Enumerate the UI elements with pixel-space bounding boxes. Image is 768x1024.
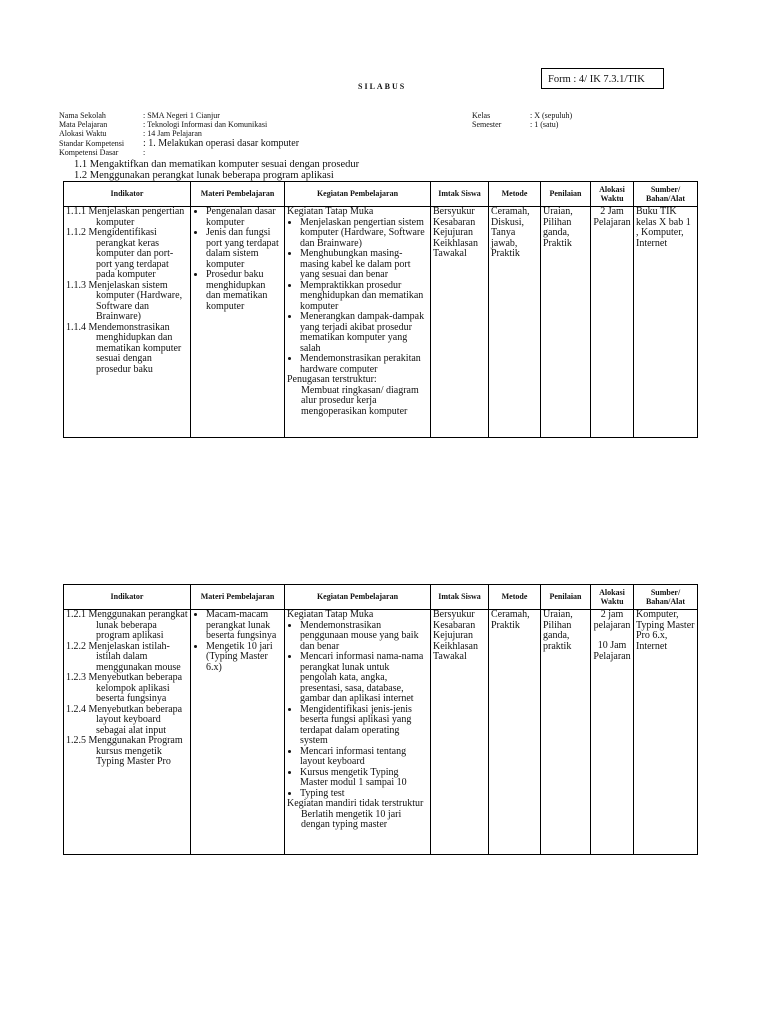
materi-item: • Macam-macam perangkat lunak beserta fungsinya bbox=[206, 610, 282, 642]
indikator-item: 1.2.4 Menyebutkan beberapa layout keyboard sebagai alat input bbox=[66, 703, 183, 736]
page-title: SILABUS bbox=[358, 82, 407, 91]
kegiatan-item: • Mencari informasi nama-nama perangkat lunak untuk pengolah kata, angka, presentasi, sasa, database, gambar dan aplikasi internet bbox=[300, 652, 428, 705]
header-kegiatan: Kegiatan Pembelajaran bbox=[285, 182, 431, 207]
kegiatan-item: • Mencari informasi tentang layout keyboard bbox=[300, 747, 428, 768]
table-row bbox=[64, 207, 698, 438]
kompetensi-dasar-item: 1.1 Mengaktifkan dan mematikan komputer sesuai dengan prosedur bbox=[74, 159, 360, 170]
indikator-item: 1.1.4 Mendemonstrasikan menghidupkan dan mematikan komputer sesuai dengan prosedur baku bbox=[66, 321, 182, 375]
penilaian-cell: Uraian, Pilihan ganda, praktik bbox=[541, 610, 591, 855]
header-metode: Metode bbox=[489, 585, 541, 610]
indikator-item: 1.2.1 Menggunakan perangkat lunak beberapa program aplikasi bbox=[66, 609, 188, 641]
header-indikator: Indikator bbox=[64, 585, 191, 610]
meta-value: : 1 (satu) bbox=[530, 120, 559, 130]
kompetensi-dasar-item: 1.2 Menggunakan perangkat lunak beberapa program aplikasi bbox=[74, 170, 334, 182]
kegiatan-heading: Kegiatan Tatap Muka bbox=[287, 206, 374, 217]
kegiatan-heading: Penugasan terstruktur: bbox=[287, 374, 377, 385]
kegiatan-cell bbox=[285, 207, 431, 438]
header-sumber: Sumber/ Bahan/Alat bbox=[634, 585, 698, 610]
header-metode: Metode bbox=[489, 182, 541, 207]
penilaian-cell: Uraian, Pilihan ganda, Praktik bbox=[541, 207, 591, 438]
indikator-item: 1.1.2 Mengidentifikasi perangkat keras komputer dan port-port yang terdapat pada komputer bbox=[66, 227, 174, 280]
metode-cell: Ceramah, Diskusi, Tanya jawab, Praktik bbox=[489, 207, 541, 438]
kegiatan-item: • Mendemonstrasikan penggunaan mouse yang baik dan benar bbox=[300, 621, 428, 653]
indikator-item: 1.2.3 Menyebutkan beberapa kelompok aplikasi beserta fungsinya bbox=[66, 672, 183, 704]
kegiatan-subtext: Membuat ringkasan/ diagram alur prosedur kerja mengoperasikan komputer bbox=[301, 384, 419, 417]
meta-label: Mata Pelajaran bbox=[59, 120, 108, 130]
header-sumber: Sumber/ Bahan/Alat bbox=[634, 182, 698, 207]
kegiatan-cell bbox=[285, 610, 431, 855]
materi-item: • Mengetik 10 jari (Typing Master 6.x) bbox=[206, 642, 282, 674]
kegiatan-item: • Menghubungkan masing-masing kabel ke dalam port yang sesuai dan benar bbox=[300, 249, 428, 281]
header-penilaian: Penilaian bbox=[541, 182, 591, 207]
syllabus-table-2 bbox=[63, 584, 698, 855]
indikator-item: 1.2.2 Menjelaskan istilah-istilah dalam menggunakan mouse bbox=[66, 640, 181, 673]
kegiatan-subtext: Berlatih mengetik 10 jari dengan typing master bbox=[301, 808, 402, 830]
kegiatan-item: • Mengidentifikasi jenis-jenis beserta fungsi aplikasi yang terdapat dalam operating system bbox=[300, 705, 428, 747]
header-kegiatan: Kegiatan Pembelajaran bbox=[285, 585, 431, 610]
syllabus-table-1 bbox=[63, 181, 698, 438]
school-info bbox=[59, 111, 299, 157]
header-materi: Materi Pembelajaran bbox=[191, 182, 285, 207]
alokasi-value: 10 Jam Pelajaran bbox=[593, 640, 631, 662]
kegiatan-item: • Mendemonstrasikan perakitan hardware computer bbox=[300, 354, 428, 375]
materi-item: • Prosedur baku menghidupkan dan mematikan komputer bbox=[206, 270, 282, 312]
class-info bbox=[472, 111, 572, 129]
header-alokasi: Alokasi Waktu bbox=[591, 182, 634, 207]
kegiatan-item: • Menjelaskan pengertian sistem komputer (Hardware, Software dan Brainware) bbox=[300, 218, 428, 250]
materi-cell bbox=[191, 610, 285, 855]
header-indikator: Indikator bbox=[64, 182, 191, 207]
meta-value: : SMA Negeri 1 Cianjur bbox=[143, 111, 220, 120]
header-materi: Materi Pembelajaran bbox=[191, 585, 285, 610]
kompetensi-dasar-list bbox=[74, 159, 359, 181]
kegiatan-item: • Kursus mengetik Typing Master modul 1 sampai 10 bbox=[300, 768, 428, 789]
alokasi-cell: 2 Jam Pelajaran bbox=[591, 207, 634, 438]
meta-label: Alokasi Waktu bbox=[59, 129, 107, 139]
meta-value: : 14 Jam Pelajaran bbox=[143, 129, 202, 139]
header-penilaian: Penilaian bbox=[541, 585, 591, 610]
kegiatan-item: • Mempraktikkan prosedur menghidupkan dan mematikan komputer bbox=[300, 281, 428, 313]
meta-value: : X (sepuluh) bbox=[530, 111, 573, 120]
kegiatan-item: • Typing test bbox=[300, 789, 428, 800]
header-imtak: Imtak Siswa bbox=[431, 585, 489, 610]
imtak-cell: Bersyukur Kesabaran Kejujuran Keikhlasan Tawakal bbox=[431, 207, 489, 438]
indikator-cell bbox=[64, 610, 191, 855]
kegiatan-heading: Kegiatan Tatap Muka bbox=[287, 609, 374, 620]
kegiatan-item: • Menerangkan dampak-dampak yang terjadi akibat prosedur mematikan komputer yang salah bbox=[300, 312, 428, 354]
table-row bbox=[64, 610, 698, 855]
header-imtak: Imtak Siswa bbox=[431, 182, 489, 207]
indikator-item: 1.1.1 Menjelaskan pengertian komputer bbox=[66, 206, 185, 228]
meta-value: : Teknologi Informasi dan Komunikasi bbox=[143, 120, 268, 130]
kegiatan-heading: Kegiatan mandiri tidak terstruktur bbox=[287, 798, 424, 809]
materi-item: • Jenis dan fungsi port yang terdapat dalam sistem komputer bbox=[206, 228, 282, 270]
meta-label: Kompetensi Dasar bbox=[59, 148, 119, 158]
indikator-item: 1.2.5 Menggunakan Program kursus mengetik Typing Master Pro bbox=[66, 735, 183, 767]
imtak-cell: Bersyukur Kesabaran Kejujuran Keikhlasan Tawakal bbox=[431, 610, 489, 855]
indikator-cell bbox=[64, 207, 191, 438]
alokasi-cell bbox=[591, 610, 634, 855]
alokasi-value: 2 jam pelajaran bbox=[593, 609, 631, 631]
meta-label: Nama Sekolah bbox=[59, 111, 106, 120]
meta-label: Semester bbox=[472, 120, 502, 130]
materi-item: • Pengenalan dasar komputer bbox=[206, 207, 282, 228]
table-header-row bbox=[64, 182, 698, 207]
meta-label: Kelas bbox=[472, 111, 491, 120]
sumber-cell: Buku TIK kelas X bab 1 , Komputer, Internet bbox=[634, 207, 698, 438]
indikator-item: 1.1.3 Menjelaskan sistem komputer (Hardware, Software dan Brainware) bbox=[66, 279, 183, 322]
metode-cell: Ceramah, Praktik bbox=[489, 610, 541, 855]
meta-value: : bbox=[143, 148, 146, 158]
sumber-cell: Komputer, Typing Master Pro 6.x, Internet bbox=[634, 610, 698, 855]
table-header-row bbox=[64, 585, 698, 610]
materi-cell bbox=[191, 207, 285, 438]
meta-label: Standar Kompetensi bbox=[59, 138, 125, 148]
meta-value: : 1. Melakukan operasi dasar komputer bbox=[143, 137, 300, 149]
form-number-box: Form : 4/ IK 7.3.1/TIK bbox=[541, 68, 664, 89]
header-alokasi: Alokasi Waktu bbox=[591, 585, 634, 610]
